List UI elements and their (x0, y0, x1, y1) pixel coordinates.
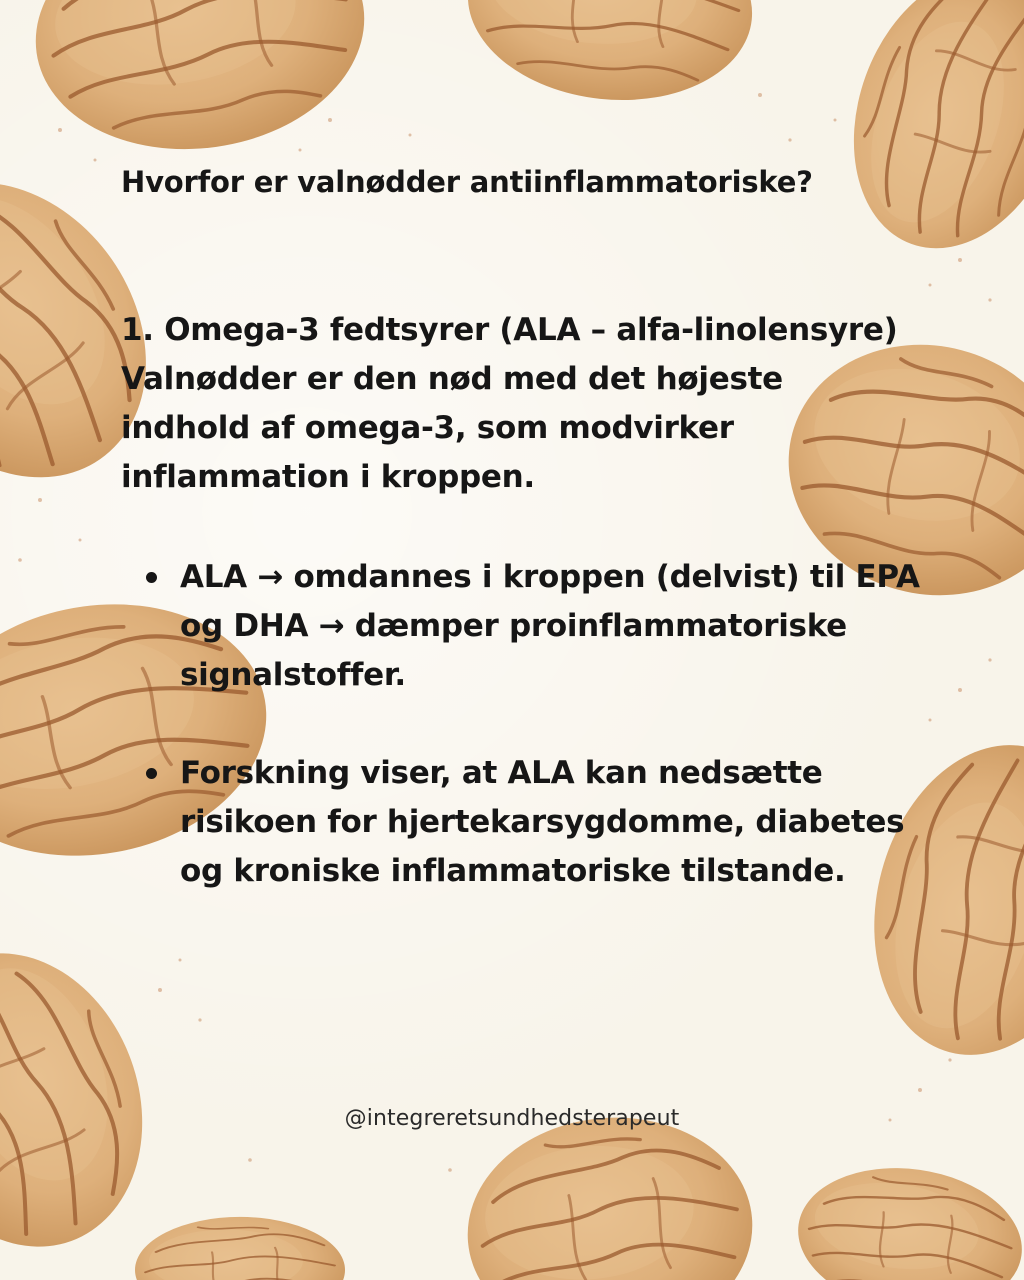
page-title: Hvorfor er valnødder antiinflammatoriske? (121, 165, 813, 199)
list-item (180, 553, 920, 700)
bullet-list (180, 553, 920, 896)
section-heading: 1. Omega-3 fedtsyrer (ALA – alfa-linolensyre) (121, 312, 898, 348)
section-body-text: Valnødder er den nød med det højeste indhold af omega-3, som modvirker inflammation i kroppen. (121, 361, 783, 495)
bullet-dot-icon (146, 768, 157, 779)
list-item-text: ALA → omdannes i kroppen (delvist) til EPA og DHA → dæmper proinflammatoriske signalstoffer. (180, 559, 920, 693)
author-handle: @integreretsundhedsterapeut (344, 1106, 680, 1131)
bullet-dot-icon (146, 572, 157, 583)
list-item (180, 749, 920, 896)
omega3-section (121, 306, 921, 502)
list-item-text: Forskning viser, at ALA kan nedsætte risikoen for hjertekarsygdomme, diabetes og kroniske inflammatoriske tilstande. (180, 755, 905, 889)
